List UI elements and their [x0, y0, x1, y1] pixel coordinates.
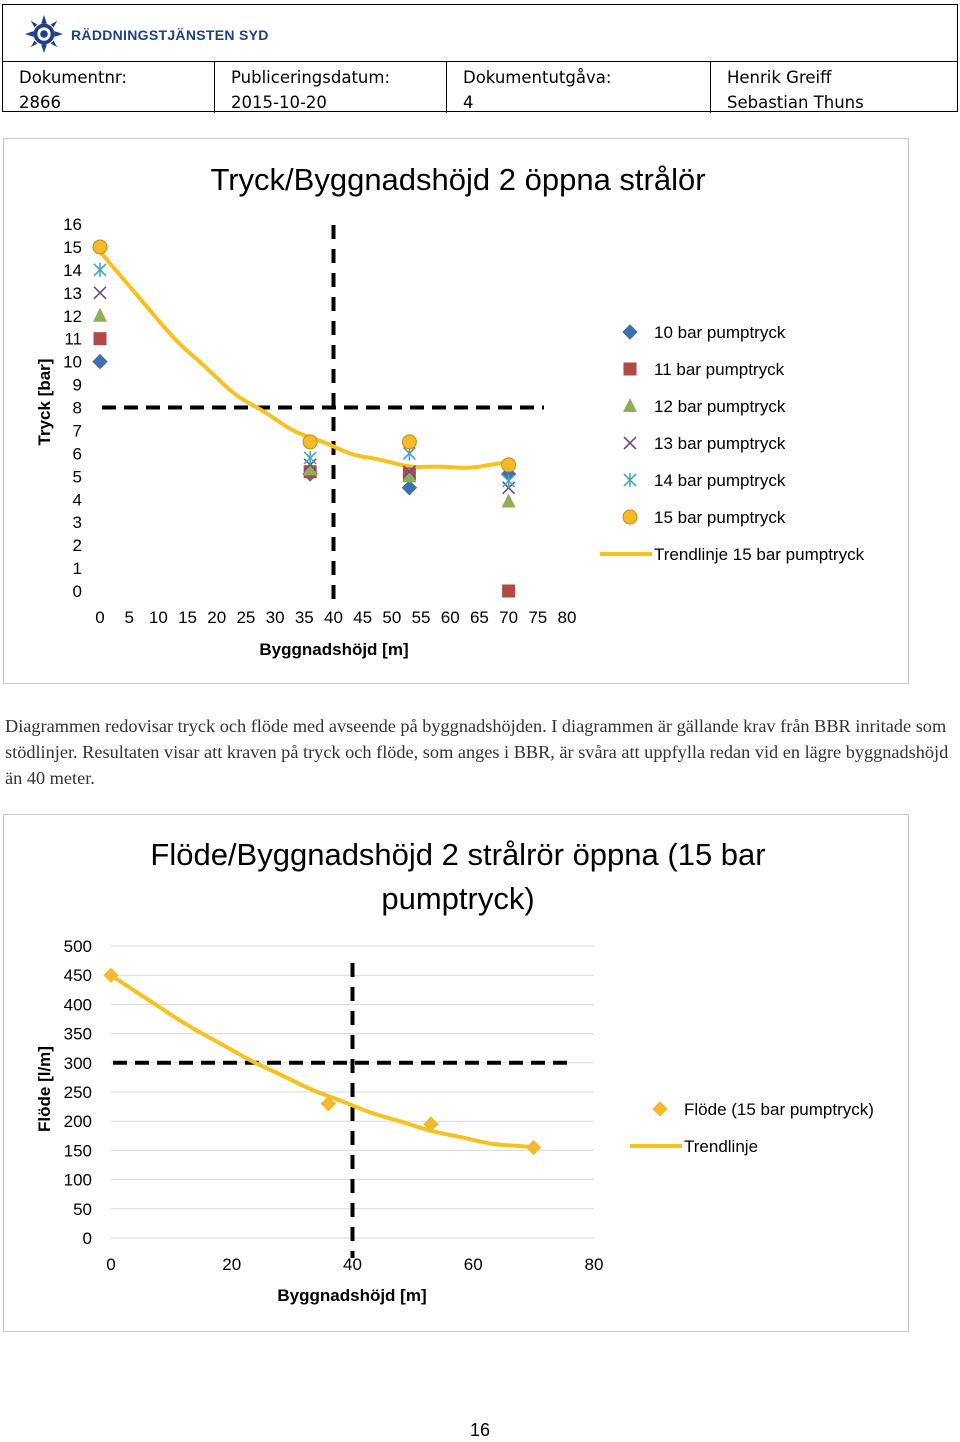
- legend-label: Trendlinje 15 bar pumptryck: [654, 545, 865, 564]
- data-point-shape: [93, 355, 107, 369]
- data-point: [303, 435, 317, 449]
- x-tick-label: 40: [324, 608, 343, 627]
- body-paragraph: Diagrammen redovisar tryck och flöde med avseende på byggnadshöjden. I diagrammen är gällande krav från BBR inritade som stödlinjer. Resultaten visar att kraven på tryck och flöde, som anges i BBR, är svåra att uppfylla redan vid en lägre byggnadshöjd än 40 meter.: [5, 716, 949, 788]
- data-point: [93, 240, 107, 254]
- data-point-shape: [503, 474, 515, 488]
- y-axis-label: Tryck [bar]: [35, 358, 54, 446]
- y-tick-label: 0: [82, 1229, 92, 1248]
- y-tick-label: 0: [72, 582, 82, 601]
- data-point-shape: [93, 308, 107, 322]
- x-tick-label: 0: [95, 608, 105, 627]
- y-tick-label: 11: [64, 329, 82, 349]
- y-tick-label: 300: [63, 1053, 92, 1073]
- data-point: [93, 355, 107, 369]
- y-tick-label: 400: [63, 995, 92, 1015]
- y-tick-label: 250: [63, 1083, 92, 1102]
- x-tick-label: 20: [222, 1255, 242, 1274]
- legend: [600, 323, 865, 564]
- y-tick-label: 2: [72, 536, 82, 556]
- support-lines: [102, 225, 544, 609]
- page-number: 16: [469, 1420, 491, 1440]
- x-tick-label: 30: [265, 608, 285, 627]
- legend-marker: [653, 1102, 667, 1116]
- cell-value: 2015-10-20: [231, 93, 327, 112]
- y-tick-label: 16: [63, 215, 82, 234]
- y-tick-label: 9: [72, 375, 82, 395]
- chart-title-line-1: Flöde/Byggnadshöjd 2 strålrör öppna (15 bar: [150, 837, 766, 872]
- support-lines: [113, 963, 570, 1258]
- y-tick-label: 1: [72, 559, 82, 579]
- cell-value: 2866: [19, 93, 61, 112]
- data-point-shape: [94, 263, 106, 277]
- x-tick-label: 10: [148, 608, 168, 627]
- legend-marker: [623, 398, 637, 412]
- y-tick-label: 150: [63, 1141, 92, 1161]
- document-edition-cell: [447, 61, 711, 113]
- y-tick-label: 350: [63, 1024, 92, 1044]
- legend-label: 13 bar pumptryck: [654, 434, 786, 453]
- data-points: [93, 240, 516, 598]
- data-point: [402, 481, 416, 495]
- data-point: [94, 332, 107, 345]
- y-tick-label: 8: [72, 398, 82, 418]
- data-point: [502, 458, 516, 472]
- legend-marker: [624, 363, 637, 376]
- legend-marker-shape: [624, 363, 637, 376]
- authors-cell: [711, 61, 957, 113]
- legend-marker-shape: [624, 473, 636, 487]
- legend-label: 15 bar pumptryck: [654, 508, 786, 527]
- x-tick-label: 80: [557, 608, 577, 627]
- data-point-shape: [402, 481, 416, 495]
- y-tick-label: 7: [72, 421, 82, 441]
- x-tick-label: 50: [382, 608, 402, 627]
- y-tick-label: 450: [63, 966, 92, 986]
- data-point-shape: [93, 240, 107, 254]
- trendline-curve: [100, 252, 509, 468]
- legend-marker: [624, 473, 636, 487]
- legend-label: 12 bar pumptryck: [654, 397, 786, 416]
- x-tick-label: 25: [236, 608, 256, 627]
- data-point-shape: [94, 332, 107, 345]
- legend-marker: [623, 510, 637, 524]
- y-tick-labels: [63, 215, 82, 601]
- document-header: [2, 4, 958, 112]
- data-point-shape: [502, 458, 516, 472]
- y-tick-label: 10: [63, 352, 82, 372]
- x-tick-label: 75: [528, 608, 548, 627]
- y-tick-labels: [64, 937, 92, 1248]
- data-point-shape: [304, 451, 316, 465]
- x-tick-label: 0: [106, 1255, 116, 1274]
- x-tick-labels: [106, 1255, 603, 1274]
- data-point: [502, 494, 516, 508]
- y-axis-label: Flöde [l/m]: [35, 1046, 54, 1132]
- cell-label: Dokumentutgåva:: [463, 68, 612, 87]
- x-tick-label: 5: [124, 608, 134, 627]
- y-tick-label: 200: [63, 1112, 92, 1132]
- y-tick-label: 3: [72, 513, 82, 533]
- y-tick-label: 5: [72, 467, 82, 487]
- publication-date-cell: [215, 61, 447, 113]
- legend-marker-shape: [623, 325, 637, 339]
- document-number-cell: [3, 61, 215, 113]
- flow-chart: [4, 815, 907, 1330]
- x-tick-label: 60: [463, 1255, 483, 1274]
- data-point-shape: [303, 435, 317, 449]
- data-point: [527, 1140, 541, 1154]
- data-point-shape: [94, 287, 106, 299]
- x-tick-label: 35: [294, 608, 314, 627]
- y-tick-label: 15: [63, 237, 82, 257]
- legend-label: 10 bar pumptryck: [654, 323, 786, 342]
- x-axis-label: Byggnadshöjd [m]: [259, 640, 409, 659]
- cell-label: Henrik Greiff: [727, 68, 832, 87]
- legend-marker-shape: [623, 510, 637, 524]
- y-tick-label: 500: [63, 937, 92, 956]
- x-tick-label: 45: [353, 608, 373, 627]
- y-tick-label: 100: [63, 1170, 92, 1190]
- data-point: [94, 263, 106, 277]
- data-point-shape: [402, 435, 416, 449]
- x-tick-label: 65: [469, 608, 489, 627]
- cell-value: 4: [463, 93, 474, 112]
- y-tick-label: 6: [72, 444, 82, 464]
- legend: [630, 1100, 874, 1156]
- y-tick-label: 4: [72, 490, 82, 510]
- data-point-shape: [527, 1140, 541, 1154]
- x-tick-label: 15: [178, 608, 198, 627]
- flow-chart-frame: [3, 814, 909, 1332]
- chart-title: Tryck/Byggnadshöjd 2 öppna strålör: [210, 162, 706, 197]
- legend-label: Trendlinje: [684, 1137, 759, 1156]
- y-tick-label: 12: [63, 306, 82, 326]
- x-tick-label: 20: [207, 608, 227, 627]
- logo-row: [3, 5, 957, 62]
- x-tick-labels: [95, 608, 576, 627]
- x-tick-label: 40: [343, 1255, 362, 1274]
- data-point: [304, 451, 316, 465]
- data-point: [94, 287, 106, 299]
- chart-title-line-2: pumptryck): [381, 881, 535, 916]
- x-tick-label: 55: [411, 608, 431, 627]
- data-point: [503, 474, 515, 488]
- x-tick-label: 70: [499, 608, 519, 627]
- legend-label: 14 bar pumptryck: [654, 471, 786, 490]
- legend-label: 11 bar pumptryck: [654, 360, 785, 379]
- data-point-shape: [502, 585, 515, 598]
- legend-marker-shape: [623, 398, 637, 412]
- pressure-chart-frame: [3, 138, 909, 684]
- y-tick-label: 50: [73, 1199, 92, 1219]
- x-tick-label: 80: [584, 1255, 604, 1274]
- cell-label: Publiceringsdatum:: [231, 68, 391, 87]
- rescue-service-logo-icon: [25, 15, 63, 53]
- pressure-chart: [4, 139, 907, 682]
- cell-value: Sebastian Thuns: [727, 93, 864, 112]
- x-tick-label: 60: [440, 608, 460, 627]
- legend-label: Flöde (15 bar pumptryck): [684, 1100, 874, 1119]
- y-tick-label: 14: [63, 260, 82, 280]
- y-tick-label: 13: [63, 283, 82, 303]
- legend-marker-shape: [624, 437, 636, 449]
- data-point: [502, 585, 515, 598]
- cell-label: Dokumentnr:: [19, 68, 127, 87]
- data-point: [93, 308, 107, 322]
- legend-marker: [623, 325, 637, 339]
- data-point: [402, 435, 416, 449]
- data-point-shape: [502, 494, 516, 508]
- legend-marker-shape: [653, 1102, 667, 1116]
- logo-text: RÄDDNINGSTJÄNSTEN SYD: [71, 27, 269, 43]
- x-axis-label: Byggnadshöjd [m]: [277, 1286, 427, 1305]
- trendline: [100, 252, 509, 468]
- legend-marker: [624, 437, 636, 449]
